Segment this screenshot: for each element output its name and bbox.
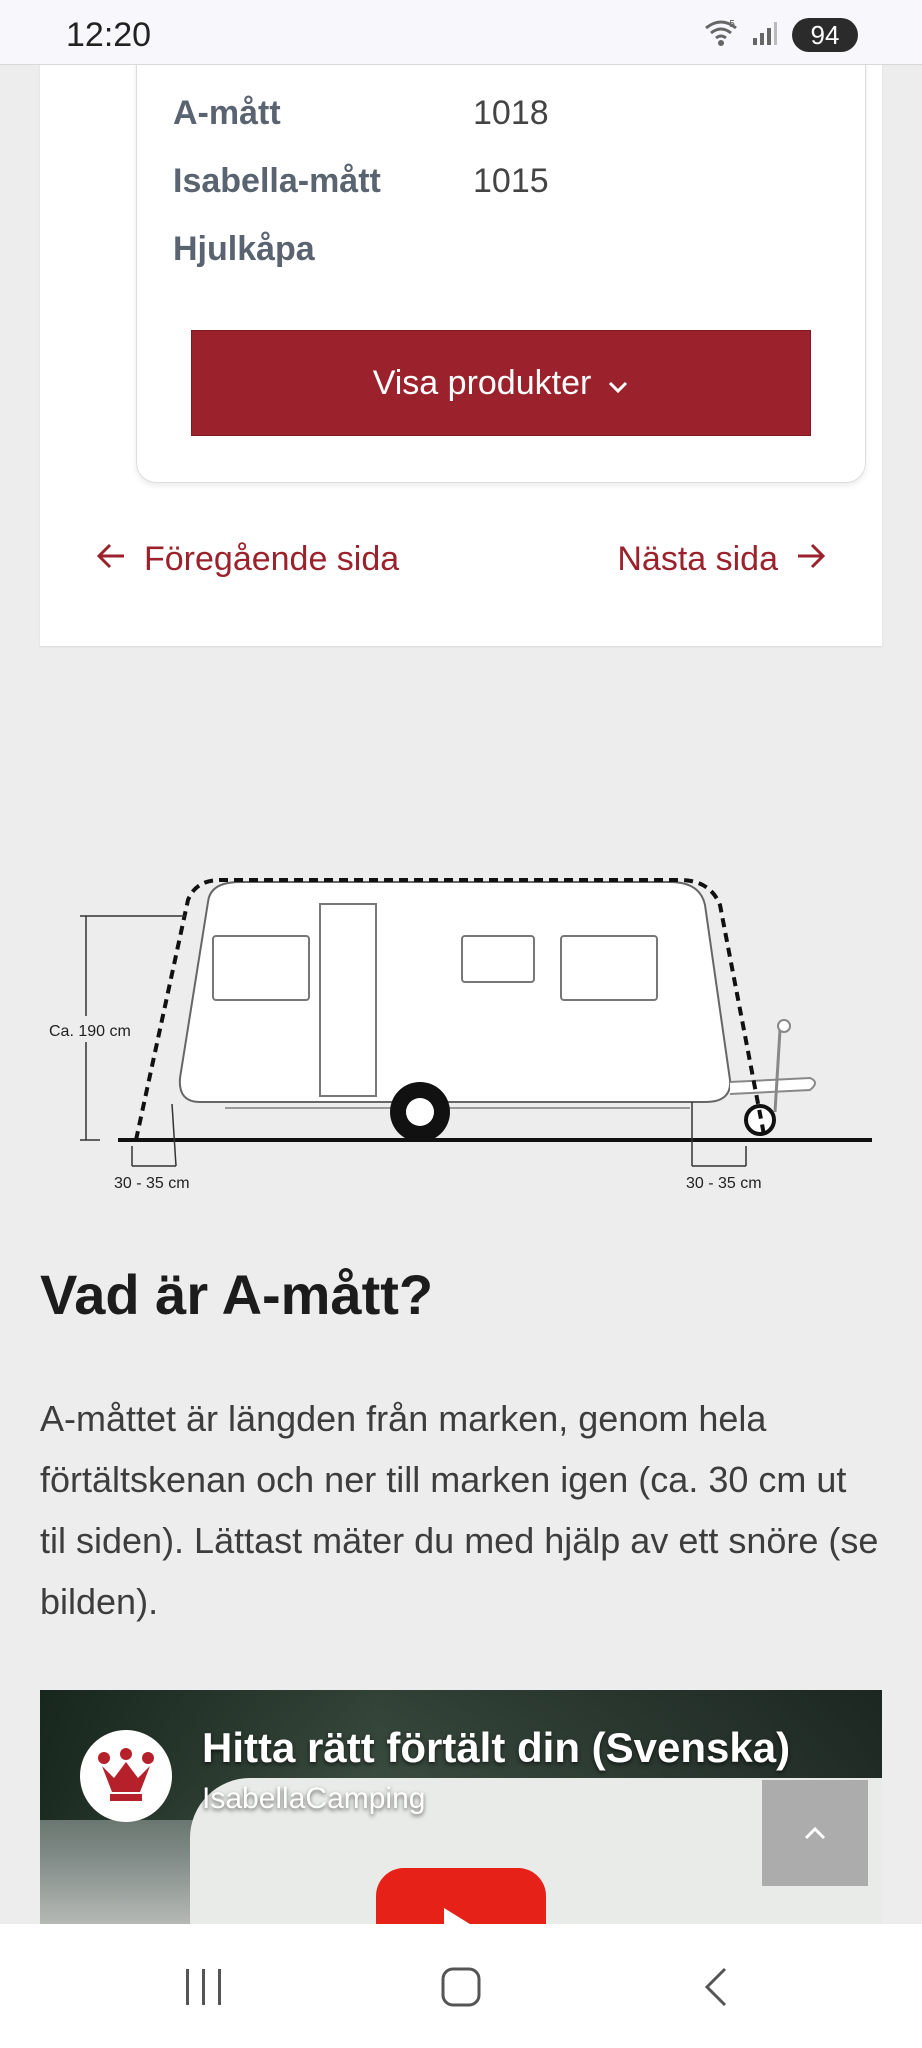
- caravan-door: [320, 904, 376, 1096]
- back-icon[interactable]: [686, 1962, 746, 2012]
- wifi-icon: [704, 19, 738, 52]
- next-page-link[interactable]: [617, 540, 826, 579]
- caravan-window: [561, 936, 657, 1000]
- show-products-label: Visa produkter: [372, 363, 592, 402]
- video-channel[interactable]: IsabellaCamping: [202, 1782, 426, 1815]
- height-label: Ca. 190 cm: [49, 1023, 131, 1040]
- status-icons: [704, 18, 858, 52]
- section-body: A-måttet är längden från marken, genom hela förtältskenan och ner till marken igen (ca. 30 cm ut til siden). Lättast mäter du med hjälp av ett snöre (se bilden).: [40, 1398, 879, 1622]
- caravan-window: [462, 936, 534, 982]
- battery-indicator: 94: [792, 18, 858, 52]
- right-gap-label: 30 - 35 cm: [686, 1175, 762, 1192]
- show-products-button[interactable]: [191, 330, 811, 436]
- navigation-bar: [0, 1924, 922, 2048]
- channel-logo-icon[interactable]: [80, 1730, 172, 1822]
- spec-value: 1015: [473, 162, 549, 200]
- a-matt-diagram: [40, 850, 882, 1210]
- previous-page-link[interactable]: [96, 540, 399, 579]
- recent-apps-icon[interactable]: [174, 1962, 234, 2012]
- spec-label: A-mått: [173, 94, 281, 132]
- play-button[interactable]: [376, 1868, 546, 1926]
- arrow-right-icon: [796, 540, 826, 579]
- arrow-left-icon: [96, 540, 126, 579]
- signal-icon: [752, 20, 778, 51]
- chevron-down-icon: [607, 364, 629, 403]
- home-icon[interactable]: [431, 1962, 491, 2012]
- spec-value: 1018: [473, 94, 549, 132]
- section-heading: Vad är A-mått?: [40, 1263, 434, 1326]
- spec-label: Hjulkåpa: [173, 230, 315, 268]
- status-time: 12:20: [66, 16, 152, 54]
- content-panel: [40, 0, 882, 646]
- caravan-window: [213, 936, 309, 1000]
- video-embed[interactable]: [40, 1690, 882, 1926]
- svg-text:5: 5: [729, 18, 736, 30]
- status-bar: [0, 0, 922, 65]
- previous-page-label: Föregående sida: [144, 540, 400, 578]
- spec-label: Isabella-mått: [173, 162, 381, 200]
- spec-card: [136, 30, 866, 483]
- left-gap-label: 30 - 35 cm: [114, 1175, 190, 1192]
- chevron-up-icon[interactable]: [762, 1780, 868, 1886]
- video-title[interactable]: Hitta rätt förtält din (Svenska): [202, 1724, 791, 1771]
- next-page-label: Nästa sida: [617, 540, 778, 578]
